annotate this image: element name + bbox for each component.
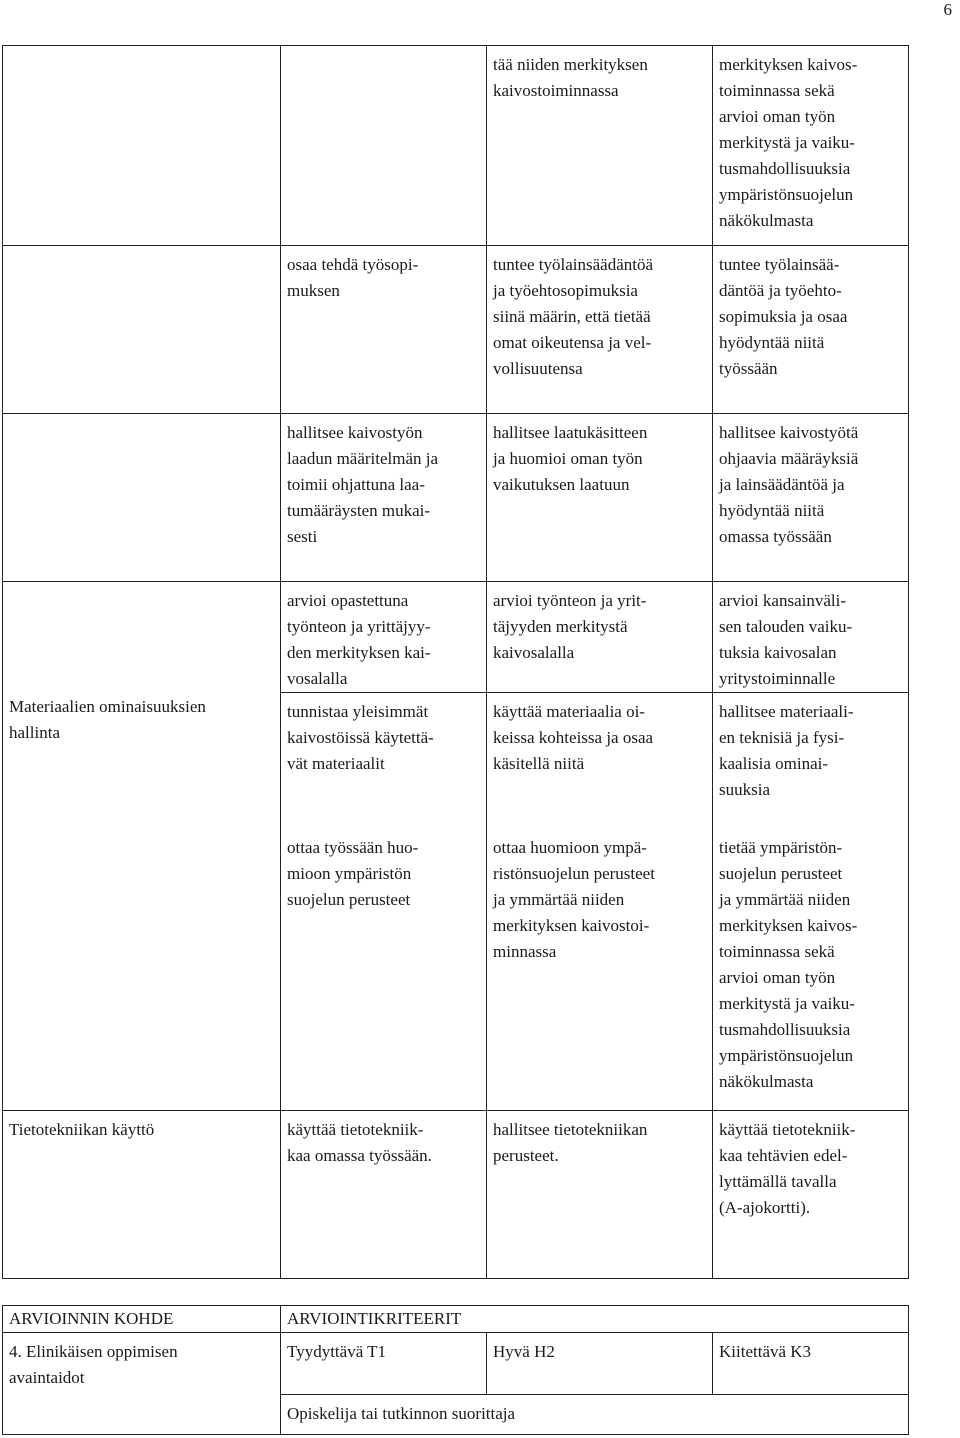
criteria-target-cell: [3, 246, 281, 414]
assessment-header-row: [3, 1306, 909, 1333]
table-row: [3, 1111, 909, 1279]
assessment-table: [2, 1305, 909, 1435]
grade-t1-cell: [281, 46, 487, 246]
criteria-target-cell: Materiaalien ominaisuuksien hallinta: [3, 582, 281, 1111]
grade-h2-cell: hallitsee tietotekniikan perusteet.: [487, 1111, 713, 1279]
grade-k3-cell: arvioi kansainväli- sen talouden vaiku- tuksia kaivosalan yritystoiminnalle: [713, 582, 909, 693]
assessment-criteria-header: ARVIOINTIKRITEERIT: [281, 1306, 909, 1333]
criteria-table: [2, 45, 909, 1279]
table-row: [3, 414, 909, 582]
table-row: [3, 46, 909, 246]
assessment-target-header: ARVIOINNIN KOHDE: [3, 1306, 281, 1333]
grade-k3-cell: hallitsee materiaali- en teknisiä ja fysi- kaalisia ominai- suuksia tietää ympäristön- suojelun perusteet ja ymmärtää niiden merkityksen kaivos- toiminnassa sekä arvioi oman työn merkitystä ja vaiku- tusmahdollisuuksia ympäristönsuojelun näkökulmasta: [713, 693, 909, 1111]
grade-k3-cell: hallitsee kaivostyötä ohjaavia määräyksiä ja lainsäädäntöä ja hyödyntää niitä omassa työssään: [713, 414, 909, 582]
grade-h2-cell: tää niiden merkityksen kaivostoiminnassa: [487, 46, 713, 246]
grade-t1-cell: hallitsee kaivostyön laadun määritelmän ja toimii ohjattuna laa- tumääräysten mukai- sesti: [281, 414, 487, 582]
table-row: [3, 582, 909, 693]
grade-k3-cell: tuntee työlainsää- däntöä ja työehto- sopimuksia ja osaa hyödyntää niitä työssään: [713, 246, 909, 414]
grade-k3-cell: käyttää tietotekniik- kaa tehtävien edel- lyttämällä tavalla (A-ajokortti).: [713, 1111, 909, 1279]
assessment-grade-row: [3, 1333, 909, 1395]
grade-t1-header: Tyydyttävä T1: [281, 1333, 487, 1395]
grade-h2-cell: hallitsee laatukäsitteen ja huomioi oman työn vaikutuksen laatuun: [487, 414, 713, 582]
grade-k3-cell: merkityksen kaivos- toiminnassa sekä arvioi oman työn merkitystä ja vaiku- tusmahdollisuuksia ympäristönsuojelun näkökulmasta: [713, 46, 909, 246]
grade-h2-header: Hyvä H2: [487, 1333, 713, 1395]
grade-h2-cell: tuntee työlainsäädäntöä ja työehtosopimuksia siinä määrin, että tietää omat oikeutensa ja vel- vollisuutensa: [487, 246, 713, 414]
page-number: 6: [943, 0, 952, 19]
assessment-subject-cell: Opiskelija tai tutkinnon suorittaja: [281, 1395, 909, 1435]
grade-h2-cell: arvioi työnteon ja yrit- täjyyden merkitystä kaivosalalla: [487, 582, 713, 693]
grade-t1-cell: tunnistaa yleisimmät kaivostöissä käytettä- vät materiaalit ottaa työssään huo- mioon ympäristön suojelun perusteet: [281, 693, 487, 1111]
assessment-target-cell: 4. Elinikäisen oppimisen avaintaidot: [3, 1333, 281, 1435]
grade-t1-cell: osaa tehdä työsopi- muksen: [281, 246, 487, 414]
criteria-target-cell: [3, 46, 281, 246]
grade-t1-cell: arvioi opastettuna työnteon ja yrittäjyy- den merkityksen kai- vosalalla: [281, 582, 487, 693]
table-row: [3, 246, 909, 414]
criteria-target-cell: [3, 414, 281, 582]
grade-h2-cell: käyttää materiaalia oi- keissa kohteissa ja osaa käsitellä niitä ottaa huomioon ympä- ristönsuojelun perusteet ja ymmärtää niiden merkityksen kaivostoi- minnassa: [487, 693, 713, 1111]
criteria-target-cell: Tietotekniikan käyttö: [3, 1111, 281, 1279]
grade-k3-header: Kiitettävä K3: [713, 1333, 909, 1395]
grade-t1-cell: käyttää tietotekniik- kaa omassa työssään.: [281, 1111, 487, 1279]
